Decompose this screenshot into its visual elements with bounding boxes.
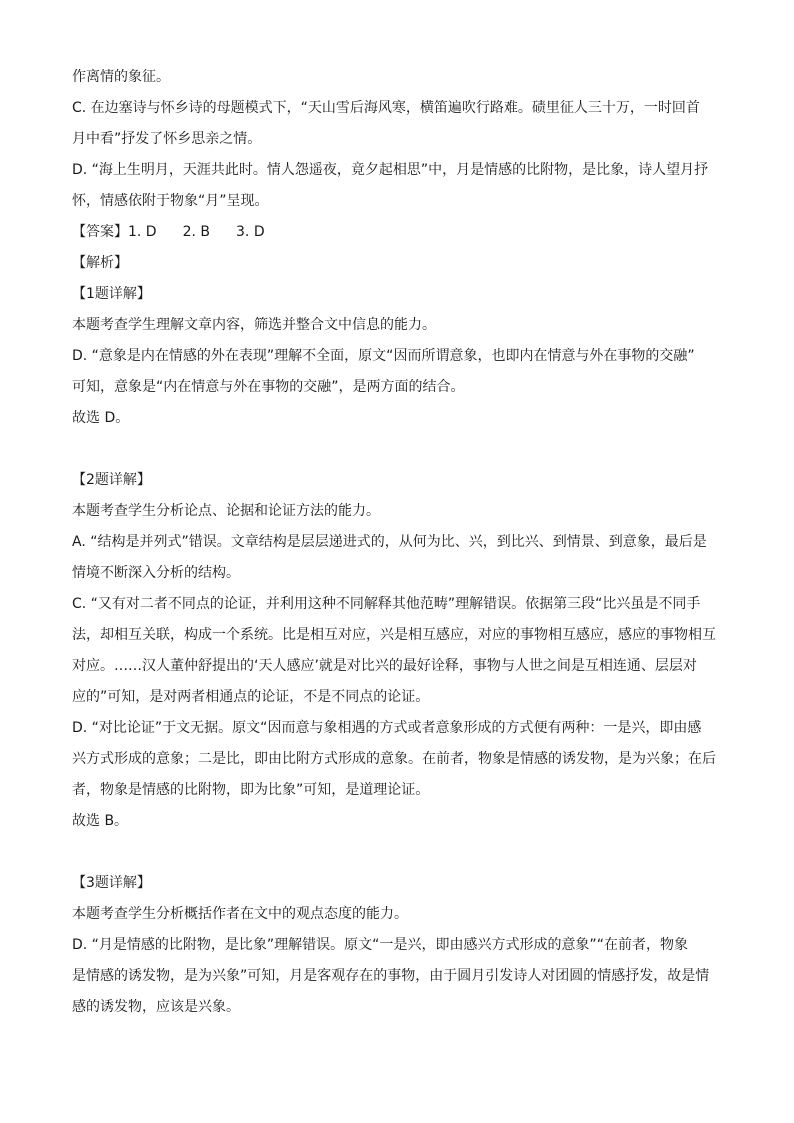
q1-heading: 【1题详解】 (72, 286, 151, 302)
q1-line: 本题考查学生理解文章内容，筛选并整合文中信息的能力。 (72, 317, 436, 333)
q1-line: 可知，意象是“内在情意与外在事物的交融”，是两方面的结合。 (72, 379, 465, 395)
q2-line: A. “结构是并列式”错误。文章结构是层层递进式的，从何为比、兴，到比兴、到情景、到意象，最后是 (72, 534, 707, 550)
q2-line: 法，却相互关联，构成一个系统。比是相互对应，兴是相互感应，对应的事物相互感应，感应的事物相互 (72, 627, 716, 643)
q1-line: D. “意象是内在情感的外在表现”理解不全面，原文“因而所谓意象，也即内在情意与外在事物的交融” (72, 348, 695, 364)
section-spacer (72, 837, 722, 868)
q2-line: 情境不断深入分析的结构。 (72, 565, 240, 581)
q2-line: D. “对比论证”于文无据。原文“因而意与象相遇的方式或者意象形成的方式便有两种：一是兴，即由感 (72, 720, 702, 736)
q3-line: 感的诱发物，应该是兴象。 (72, 999, 240, 1015)
answer-label: 【答案】 (72, 224, 128, 240)
answer-item-1: 1. D (128, 224, 157, 240)
q2-line: 兴方式形成的意象；二是比，即由比附方式形成的意象。在前者，物象是情感的诱发物，是为兴象；在后 (72, 751, 716, 767)
q2-line: C. “又有对二者不同点的论证，并利用这种不同解释其他范畴”理解错误。依据第三段“比兴虽是不同手 (72, 596, 701, 612)
analysis-heading: 【解析】 (72, 255, 128, 271)
answer-item-3: 3. D (236, 224, 265, 240)
q1-conclusion: 故选 D。 (72, 410, 130, 426)
q3-line: 本题考查学生分析概括作者在文中的观点态度的能力。 (72, 906, 408, 922)
answer-key (72, 217, 722, 248)
section-spacer (72, 434, 722, 465)
q2-conclusion: 故选 B。 (72, 813, 129, 829)
q3-heading: 【3题详解】 (72, 875, 151, 891)
option-c-line: C. 在边塞诗与怀乡诗的母题模式下，“天山雪后海风寒，横笛遍吹行路难。碛里征人三十万，一时回首 (72, 100, 700, 116)
text-line: 作离情的象征。 (72, 69, 170, 85)
text-line: 怀，情感依附于物象“月”呈现。 (72, 193, 269, 209)
q3-line: D. “月是情感的比附物，是比象”理解错误。原文“一是兴，即由感兴方式形成的意象”“在前者，物象 (72, 937, 688, 953)
q2-line: 对应。……汉人董仲舒提出的‘天人感应’就是对比兴的最好诠释，事物与人世之间是互相连通、层层对 (72, 658, 697, 674)
q2-line: 者，物象是情感的比附物，即为比象”可知，是道理论证。 (72, 782, 430, 798)
answer-item-2: 2. B (182, 224, 211, 240)
option-d-line: D. “海上生明月，天涯共此时。情人怨遥夜，竟夕起相思”中，月是情感的比附物，是比象，诗人望月抒 (72, 162, 709, 178)
text-line: 月中看”抒发了怀乡思亲之情。 (72, 131, 262, 147)
document-page (72, 62, 722, 1023)
q2-heading: 【2题详解】 (72, 472, 151, 488)
q2-line: 本题考查学生分析论点、论据和论证方法的能力。 (72, 503, 380, 519)
q3-line: 是情感的诱发物，是为兴象”可知，月是客观存在的事物，由于圆月引发诗人对团圆的情感抒发，故是情 (72, 968, 710, 984)
q2-line: 应的”可知，是对两者相通点的论证，不是不同点的论证。 (72, 689, 430, 705)
